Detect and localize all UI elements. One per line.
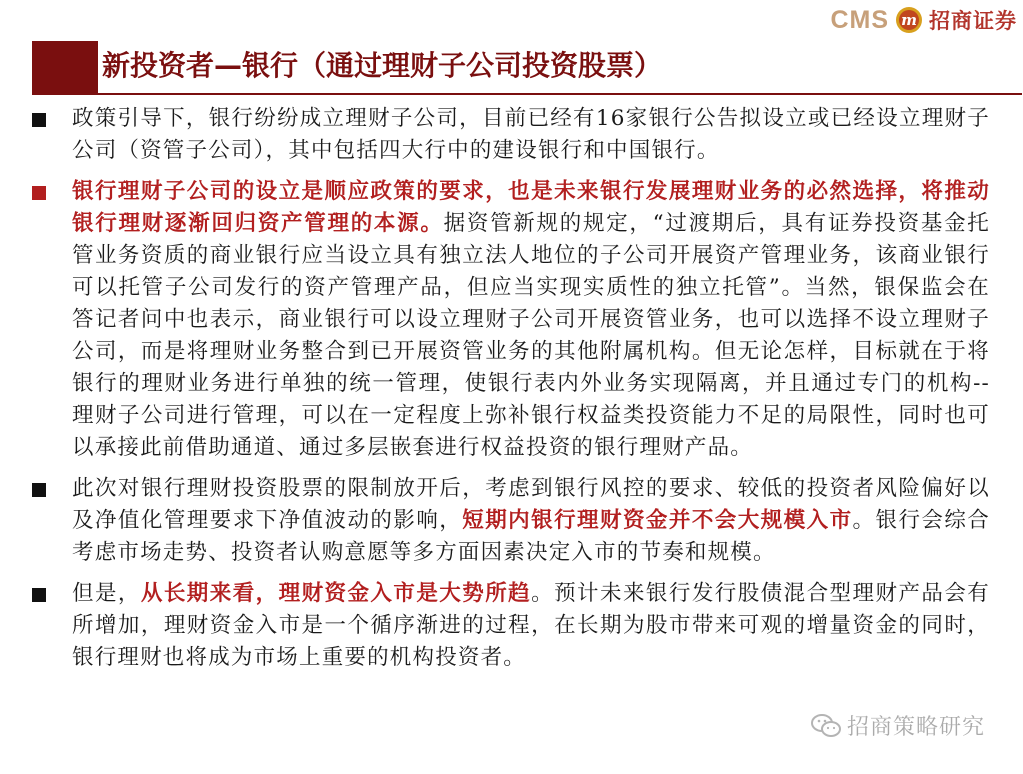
highlighted-text: 从长期来看，理财资金入市是大势所趋 — [140, 581, 532, 606]
body-text: 但是， — [72, 581, 141, 606]
bullet-text — [72, 103, 990, 167]
title-accent-block — [32, 41, 98, 93]
bullet-item — [32, 176, 990, 464]
bullet-square-icon — [32, 483, 46, 497]
cms-logo — [830, 4, 1017, 36]
bullet-text — [72, 176, 990, 464]
bullet-item — [32, 473, 990, 569]
logo-cms-text: CMS — [830, 5, 889, 34]
body-text: 政策引导下，银行纷纷成立理财子公司，目前已经有16家银行公告拟设立或已经设立理财子公司（资管子公司），其中包括四大行中的建设银行和中国银行。 — [72, 106, 990, 163]
body-text: 。银行会综合考虑市场走势、投资者认购意愿等多方面因素决定入市的节奏和规模。 — [72, 508, 991, 565]
bullet-item — [32, 103, 990, 167]
body-text: 据资管新规的规定，“过渡期后，具有证券投资基金托管业务资质的商业银行应当设立具有独立法人地位的子公司开展资产管理业务，该商业银行可以托管子公司发行的资产管理产品，但应当实现实质性的独立托管”。当然，银保监会在答记者问中也表示，商业银行可以设立理财子公司开展资管业务，也可以选择不设立理财子公司，而是将理财业务整合到已开展资管业务的其他附属机构。但无论怎样，目标就在于将银行的理财业务进行单独的统一管理，使银行表内外业务实现隔离，并且通过专门的机构--理财子公司进行管理，可以在一定程度上弥补银行权益类投资能力不足的局限性，同时也可以承接此前借助通道、通过多层嵌套进行权益投资的银行理财产品。 — [72, 211, 991, 460]
logo-emblem-icon — [895, 6, 923, 34]
bullet-square-icon — [32, 588, 46, 602]
bullet-list — [32, 103, 990, 683]
body-text: 此次对银行理财投资股票的限制放开后，考虑到银行风控的要求、较低的投资者风险偏好以及净值化管理要求下净值波动的影响， — [72, 476, 990, 533]
wechat-icon — [811, 713, 841, 739]
page-title: 新投资者—银行（通过理财子公司投资股票） — [102, 49, 663, 82]
bullet-text — [72, 578, 990, 674]
highlighted-text: 银行理财子公司的设立是顺应政策的要求，也是未来银行发展理财业务的必然选择，将推动银行理财逐渐回归资产管理的本源。 — [72, 179, 990, 236]
bullet-text — [72, 473, 990, 569]
body-text: 。预计未来银行发行股债混合型理财产品会有所增加，理财资金入市是一个循序渐进的过程，在长期为股市带来可观的增量资金的同时，银行理财也将成为市场上重要的机构投资者。 — [72, 581, 990, 670]
svg-text:m: m — [901, 11, 917, 29]
watermark-text: 招商策略研究 — [846, 715, 985, 740]
logo-cn-text: 招商证券 — [929, 9, 1017, 33]
title-divider — [32, 93, 1022, 95]
highlighted-text: 短期内银行理财资金并不会大规模入市 — [462, 508, 853, 533]
bullet-item — [32, 578, 990, 674]
wechat-watermark — [811, 710, 985, 741]
bullet-square-icon — [32, 113, 46, 127]
bullet-square-icon — [32, 186, 46, 200]
